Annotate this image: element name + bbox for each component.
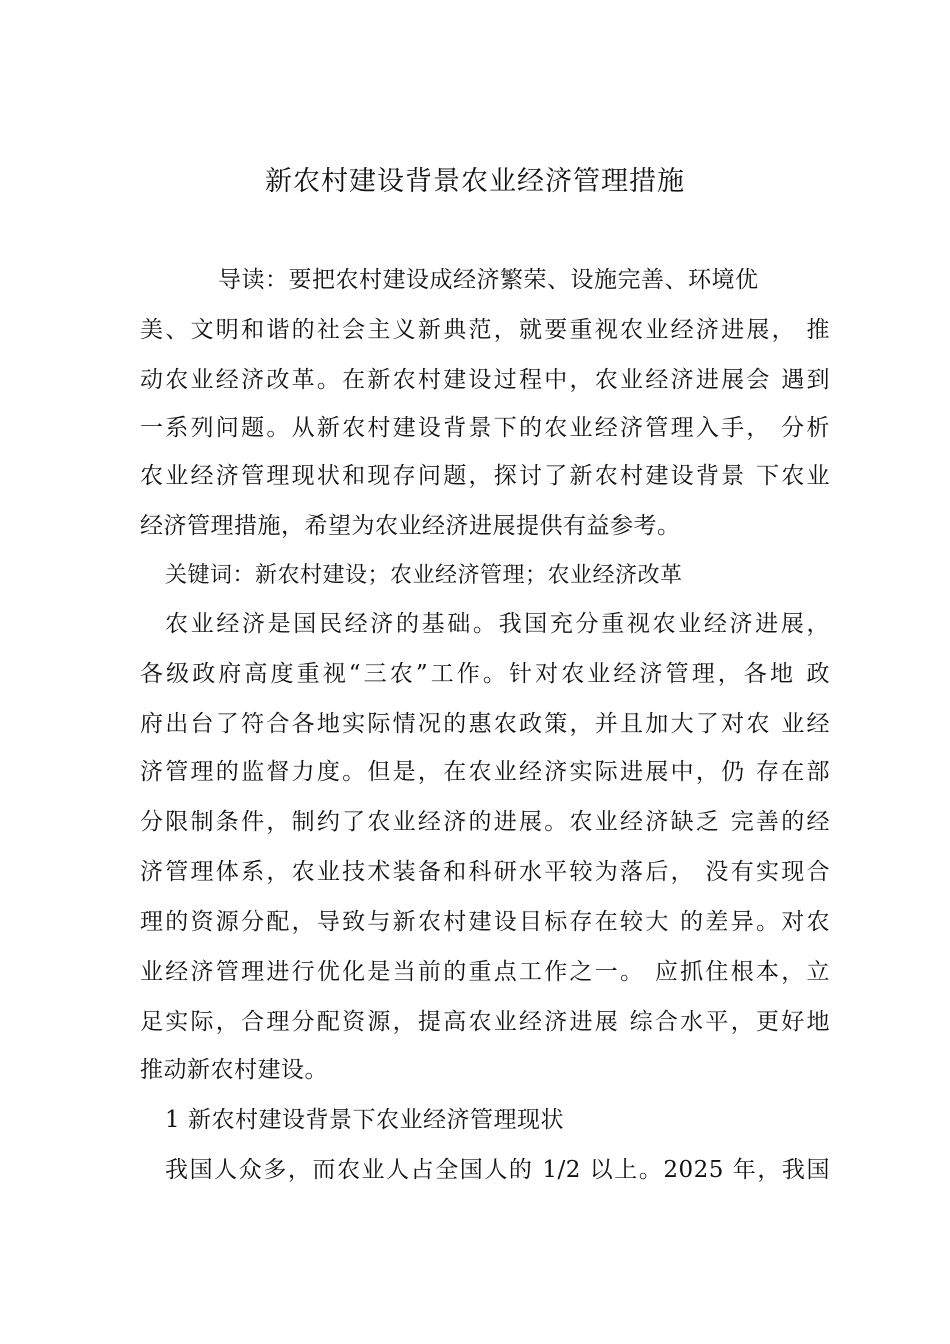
intro-line-6: 济管理体系，农业技术装备和科研水平较为落后， 没有实现合 [140,859,830,885]
intro-line-3: 府出台了符合各地实际情况的惠农政策，并且加大了对农 业经 [140,711,830,737]
section-paragraph-line-1: 我国人众多，而农业人占全国人的 1/2 以上。2025 年，我国 [165,1157,830,1183]
intro-line-8: 业经济管理进行优化是当前的重点工作之一。 应抓住根本，立 [140,959,830,985]
abstract-line-3: 动农业经济改革。在新农村建设过程中，农业经济进展会 遇到 [140,367,830,393]
intro-line-2: 各级政府高度重视“三农”工作。针对农业经济管理，各地 政 [140,661,830,687]
abstract-line-6: 经济管理措施，希望为农业经济进展提供有益参考。 [140,513,681,539]
intro-line-5: 分限制条件，制约了农业经济的进展。农业经济缺乏 完善的经 [140,809,830,835]
abstract-line-4: 一系列问题。从新农村建设背景下的农业经济管理入手， 分析 [140,415,830,441]
intro-line-4: 济管理的监督力度。但是，在农业经济实际进展中，仍 存在部 [140,759,830,785]
section-heading: 1 新农村建设背景下农业经济管理现状 [165,1107,564,1133]
intro-line-1: 农业经济是国民经济的基础。我国充分重视农业经济进展， [165,611,830,637]
abstract-line-2: 美、文明和谐的社会主义新典范，就要重视农业经济进展， 推 [140,317,830,343]
abstract-line-5: 农业经济管理现状和现存问题，探讨了新农村建设背景 下农业 [140,463,830,489]
keywords-line: 关键词：新农村建设；农业经济管理；农业经济改革 [165,563,683,588]
intro-line-9: 足实际，合理分配资源，提高农业经济进展 综合水平，更好地 [140,1009,830,1035]
abstract-line-1: 导读：要把农村建设成经济繁荣、设施完善、环境优 [218,267,759,293]
intro-line-10: 推动新农村建设。 [140,1057,328,1083]
document-title: 新农村建设背景农业经济管理措施 [265,166,685,197]
intro-line-7: 理的资源分配，导致与新农村建设目标存在较大 的差异。对农 [140,909,830,935]
